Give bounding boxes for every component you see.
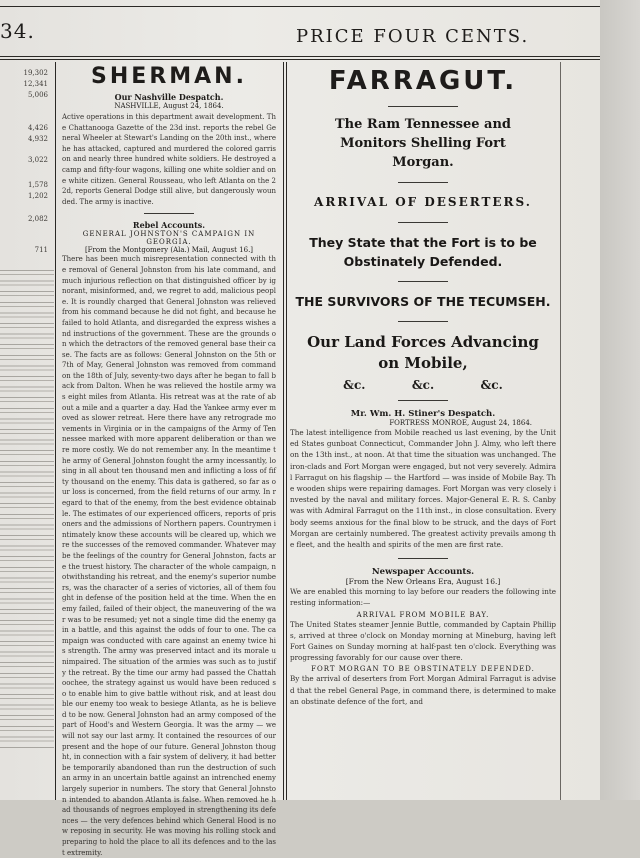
table-value: 1,202 bbox=[27, 192, 48, 200]
arrival-heading: ARRIVAL FROM MOBILE BAY. bbox=[356, 610, 490, 619]
arrival-text: The United States steamer Jennie Buttle, commanded by Captain Phillips, arrived at three o'clock on Monday morning at Mineburg, having left Fort Gaines on Sunday morning at half-past ten o'clock. Everything was progressing favorably for our cause over there. bbox=[290, 619, 556, 663]
headline-rule bbox=[388, 106, 458, 107]
deck-rule bbox=[398, 321, 448, 322]
etc-mark: &c. bbox=[480, 378, 503, 392]
table-value: 711 bbox=[34, 246, 48, 254]
table-value: 3,022 bbox=[27, 156, 48, 164]
masthead-rule bbox=[0, 56, 600, 57]
deck-rule bbox=[398, 222, 448, 223]
stiner-dispatch-text: The latest intelligence from Mobile reached us last evening, by the United States gunboat Connecticut, Commander John J. Almy, who left there on the 13th inst., at noon. At that time the situation was unchanged. The iron-clads and Fort Morgan were engaged, but not very severely. Admiral Farragut on his flagship — the Hartford — was inside of Mobile Bay. The wooden ships were repairing damages. Fort Morgan was very closely invested by the naval and military forces. Major-General E. R. S. Canby was with Admiral Farragut on the 11th inst., in close consultation. Everybody seems anxious for the final blow to be struck, and the days of Fort Morgan are certainly numbered. The greatest activity prevails among the fleet, and the health and spirits of the men are first rate. bbox=[290, 428, 556, 550]
stiner-dispatch-dateline: FORTRESS MONROE, August 24, 1864. bbox=[389, 419, 532, 427]
masthead-rule-double bbox=[0, 59, 600, 60]
column-rule-2 bbox=[283, 62, 284, 800]
table-value: 4,426 bbox=[27, 124, 48, 132]
top-border-rule bbox=[0, 6, 600, 7]
newspaper-accounts-heading: Newspaper Accounts. bbox=[371, 567, 475, 578]
table-value: 2,082 bbox=[27, 215, 48, 223]
rebel-accounts-source: [From the Montgomery (Ala.) Mail, August 16.] bbox=[84, 246, 254, 255]
deck-fort-defended: They State that the Fort is to be Obstinately Defended. bbox=[309, 235, 537, 269]
table-value: 19,302 bbox=[23, 69, 48, 77]
deck-rule bbox=[398, 281, 448, 282]
page-number: 34. bbox=[0, 19, 35, 43]
column-rule-1 bbox=[55, 62, 56, 800]
table-value: 12,341 bbox=[23, 80, 48, 88]
newspaper-accounts-intro: We are enabled this morning to lay before our readers the following interesting information:— bbox=[290, 587, 556, 608]
rebel-accounts-subheading: GENERAL JOHNSTON'S CAMPAIGN IN GEORGIA. bbox=[82, 230, 256, 247]
left-partial-column bbox=[0, 68, 54, 800]
farragut-column bbox=[290, 64, 556, 800]
table-value: 1,578 bbox=[27, 181, 48, 189]
price-line: PRICE FOUR CENTS. bbox=[296, 26, 530, 47]
left-column-text-block bbox=[0, 270, 54, 750]
deck-tecumseh-survivors: THE SURVIVORS OF THE TECUMSEH. bbox=[295, 294, 551, 309]
fort-morgan-text: By the arrival of deserters from Fort Morgan Admiral Farragut is advised that the rebel General Page, in command there, is determined to make an obstinate defence of the fort, and bbox=[290, 674, 556, 706]
sherman-subhead: Our Nashville Despatch. bbox=[114, 92, 224, 102]
farragut-headline: FARRAGUT. bbox=[328, 66, 518, 96]
section-divider bbox=[398, 400, 448, 401]
section-divider bbox=[398, 558, 448, 559]
stiner-dispatch-heading: Mr. Wm. H. Stiner's Despatch. bbox=[350, 409, 496, 419]
table-value: 4,932 bbox=[27, 135, 48, 143]
rebel-accounts-text: There has been much misrepresentation connected with the removal of General Johnston from his late command, and much injurious reflection on that distinguished officer by ignorant, misinformed, and, we regret to add, malicious people. It is roundly charged that General Johnston was relieved from his command because he did not fight, and because he failed to hold Atlanta, and disregarded the express wishes and instructions of the government. These are the grounds on which the detractors of the removed general base their case. The facts are as follows: General Johnston on the 5th or 7th of May, General Johnston was removed from command on the 18th of July, seventy-two days after he began to fall back from Dalton. When he was relieved the hostile army was eight miles from Atlanta. His retreat was at the rate of about a mile and a quarter a day. Had the Yankee army ever moved as slower retreat. Here there have any retrograde movements in Virginia or in the campaigns of the Army of Tennessee marked with more apparent deliberation or than were more costly. We do not remember any. In the meantime the army of General Johnston fought the army incessantly, losing in all about ten thousand men and inflicting a loss of fifty thousand on the enemy. This data is gathered, so far as our loss is concerned, from the field returns of our army. In regard to that of the enemy, from the best evidence obtainable. The estimates of our experienced officers, reports of prisoners and the admissions of Northern papers. Countrymen intimately know these accounts will be cleared up, which were the successes of the removed commander. Whatever may be the feelings of the country for General Johnston, facts are the truest history. The character of the whole campaign, notwithstanding his retreat, and the enemy's superior numbers, was the character of a series of victories, all of them fought in defense of the position held at the time. When the enemy failed, failed of their object, the maneuvering of the war was to be resumed; yet not a single time did the enemy gain a battle, and this against the odds of four to one. The campaign was conducted with care against an enemy twice his strength. The army was preserved intact and its morale unimpaired. The situation of the armies was such as to justify the retreat. By the time our army had passed the Chattahoochee, the strategy against us would have been reduced so to enable him to give battle without risk, and at least double our enemy too weak to besiege Atlanta, as he is believed to be now. General Johnston had an army composed of the part of Hood's and Western Georgia. It was the army — we will not say our last army. It contained the resources of our present and the hope of our future. General Johnston thought, in connection with a fair system of delivery, it had better be temporarily abandoned than run the destruction of such an army in an uncertain battle against an intrenched enemy largely superior in numbers. The story that General Johnston intended to abandon Atlanta is false. When removed he had thousands of negroes employed in strengthening its defences — the very defences behind which General Hood is now reposing in security. He was moving his rolling stock and preparing to hold the place to all its defences and to the last extremity. bbox=[62, 255, 276, 857]
sherman-dispatch-text: Active operations in this department await development. The Chattanooga Gazette of the 23d inst. reports the rebel General Wheeler at Stewart's Landing on the 20th inst., where he has attacked, captured and murdered the colored garrison and nearly three hundred white soldiers. He destroyed a camp and fifty-four wagons, killing one white soldier and one white citizen. General Rousseau, who left Atlanta on the 22d, reports General Dodge still alive, but dangerously wounded. The army is inactive. bbox=[62, 113, 276, 206]
column-rule-2-double bbox=[286, 62, 287, 800]
etc-mark: &c. bbox=[411, 378, 435, 392]
section-divider bbox=[144, 213, 194, 214]
sherman-column bbox=[62, 64, 276, 857]
column-rule-3 bbox=[560, 62, 561, 800]
etc-marks bbox=[290, 378, 556, 392]
etc-mark: &c. bbox=[343, 378, 366, 392]
rebel-accounts-heading: Rebel Accounts. bbox=[132, 220, 206, 231]
sherman-dateline: NASHVILLE, August 24, 1864. bbox=[114, 102, 224, 110]
table-value: 5,006 bbox=[27, 91, 48, 99]
deck-ram-tennessee: The Ram Tennessee and Monitors Shelling Fort Morgan. bbox=[334, 117, 512, 170]
deck-arrival-deserters: ARRIVAL OF DESERTERS. bbox=[314, 195, 532, 209]
fort-morgan-heading: FORT MORGAN TO BE OBSTINATELY DEFENDED. bbox=[311, 665, 535, 674]
sherman-headline: SHERMAN. bbox=[91, 64, 247, 89]
background-margin bbox=[600, 0, 640, 800]
deck-rule bbox=[398, 182, 448, 183]
deck-land-forces: Our Land Forces Advancing on Mobile, bbox=[307, 333, 539, 372]
newspaper-accounts-source: [From the New Orleans Era, August 16.] bbox=[345, 577, 501, 587]
